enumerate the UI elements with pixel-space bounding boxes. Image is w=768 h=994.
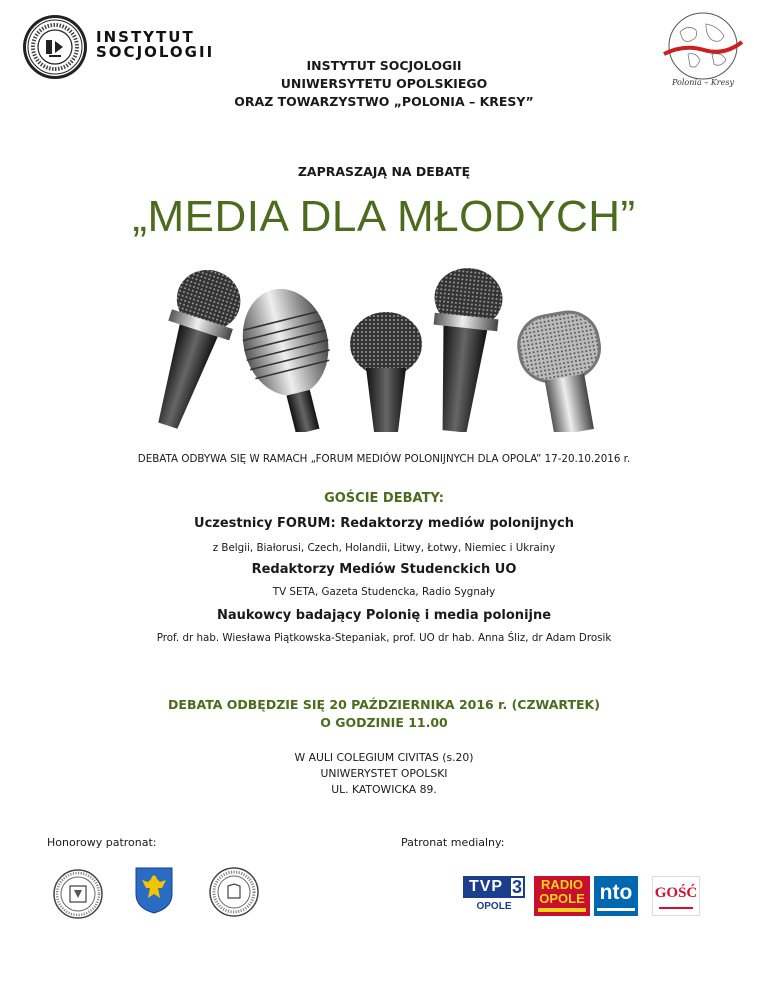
- venue-line: W AULI COLEGIUM CIVITAS (s.20): [294, 751, 474, 764]
- guest-group-detail: z Belgii, Białorusi, Czech, Holandii, Litwy, Łotwy, Niemiec i Ukrainy: [212, 542, 556, 554]
- media-patronage-label: Patronat medialny:: [401, 836, 505, 849]
- tvp3-opole-logo: [463, 876, 525, 916]
- invitation-line: ZAPRASZAJĄ NA DEBATĘ: [297, 164, 471, 179]
- institute-logo-line: SOCJOLOGII: [96, 43, 215, 61]
- nto-stripe: [597, 908, 635, 911]
- radio-opole-stripe: [538, 908, 586, 912]
- nto-wordmark: nto: [599, 881, 633, 904]
- guest-group-detail: Prof. dr hab. Wiesława Piątkowska-Stepaniak, prof. UO dr hab. Anna Śliz, dr Adam Drosik: [156, 632, 612, 644]
- forum-note: DEBATA ODBYWA SIĘ W RAMACH „FORUM MEDIÓW POLONIJNYCH DLA OPOLA” 17-20.10.2016 r.: [137, 453, 631, 465]
- opole-voivodeship-coat-of-arms-icon: [134, 866, 174, 914]
- organizer-line: UNIWERSYTETU OPOLSKIEGO: [280, 76, 488, 91]
- radio-opole-line: OPOLE: [539, 891, 585, 906]
- tvp-city: OPOLE: [476, 901, 512, 912]
- guests-heading: GOŚCIE DEBATY:: [324, 491, 444, 506]
- politechnika-opolska-seal-icon: [50, 868, 106, 920]
- radio-opole-line: RADIO: [541, 877, 583, 892]
- guest-group-title: Redaktorzy Mediów Studenckich UO: [251, 562, 517, 577]
- microphones-illustration: [148, 262, 624, 432]
- debate-date: DEBATA ODBĘDZIE SIĘ 20 PAŹDZIERNIKA 2016 r. (CZWARTEK): [168, 697, 600, 712]
- venue-line: UNIWERYSTET OPOLSKI: [320, 767, 448, 780]
- debate-time: O GODZINIE 11.00: [320, 715, 448, 730]
- university-opole-seal-icon: [208, 866, 260, 918]
- tvp-3-box: 3: [509, 876, 525, 898]
- nto-logo: [594, 876, 638, 916]
- polonia-kresy-caption: Polonia – Kresy: [672, 78, 734, 87]
- debate-title: „MEDIA DLA MŁODYCH”: [132, 192, 636, 241]
- gosc-niedzielny-logo: [652, 876, 700, 916]
- guest-group-detail: TV SETA, Gazeta Studencka, Radio Sygnały: [272, 586, 496, 598]
- honorary-patronage-label: Honorowy patronat:: [47, 836, 157, 849]
- tvp-box: TVP: [463, 876, 509, 898]
- gosc-stripe: [659, 907, 693, 909]
- radio-opole-logo: [534, 876, 590, 916]
- institute-logo-line: INSTYTUT: [96, 28, 195, 46]
- venue-line: UL. KATOWICKA 89.: [331, 783, 437, 796]
- guest-group-title: Naukowcy badający Polonię i media polonijne: [216, 608, 552, 623]
- organizer-line: INSTYTUT SOCJOLOGII: [306, 58, 462, 73]
- organizer-line: ORAZ TOWARZYSTWO „POLONIA – KRESY”: [234, 94, 534, 109]
- guest-group-title: Uczestnicy FORUM: Redaktorzy mediów polonijnych: [194, 516, 574, 531]
- institute-logo-wordmark: [96, 30, 214, 60]
- gosc-wordmark: GOŚĆ: [654, 885, 698, 901]
